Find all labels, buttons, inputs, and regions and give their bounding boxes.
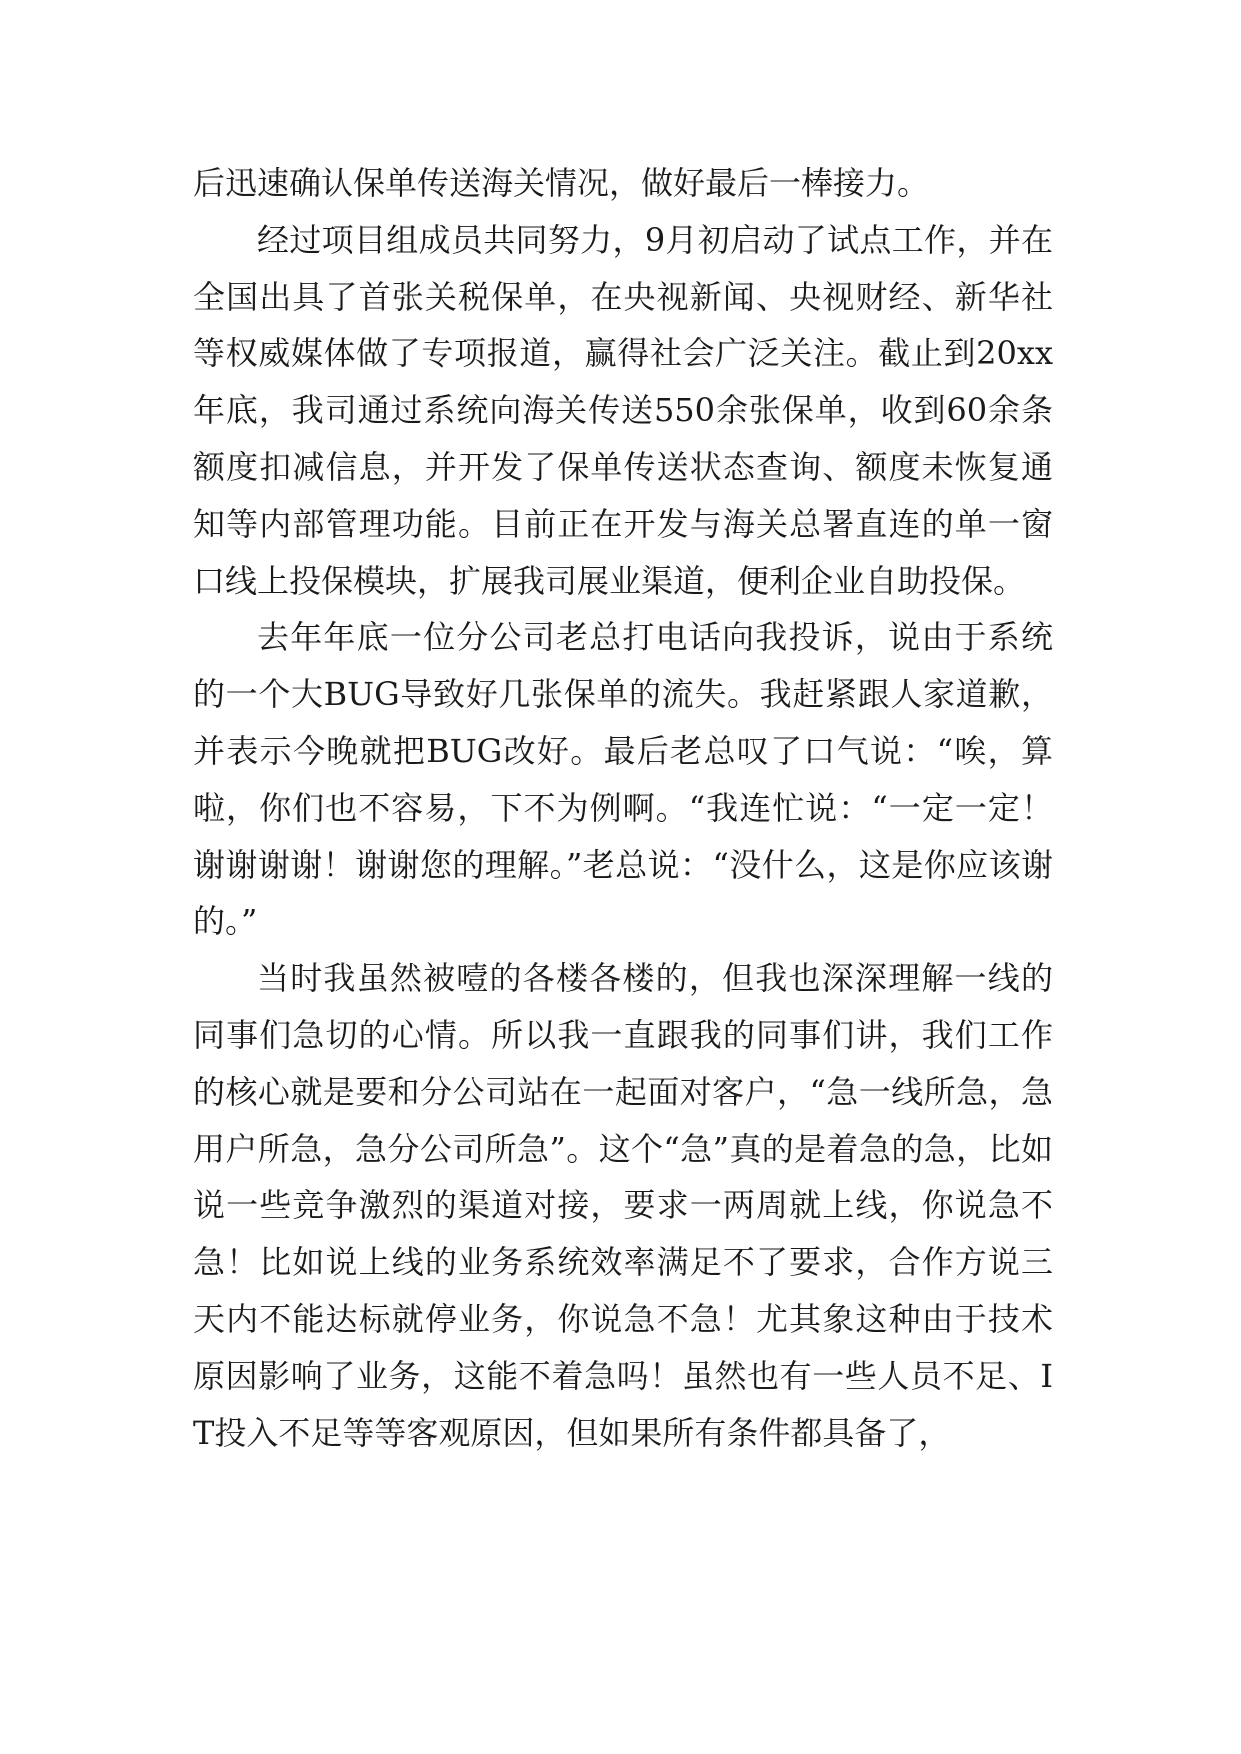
document-body — [193, 155, 1053, 1461]
paragraph-complaint-story: 去年年底一位分公司老总打电话向我投诉，说由于系统的一个大BUG导致好几张保单的流失。我赶紧跟人家道歉，并表示今晚就把BUG改好。最后老总叹了口气说：“唉，算啦，你们也不容易，下不为例啊。“我连忙说：“一定一定！谢谢谢谢！谢谢您的理解。”老总说：“没什么，这是你应该谢的。” — [193, 618, 1053, 941]
paragraph-project-progress: 经过项目组成员共同努力，9月初启动了试点工作，并在全国出具了首张关税保单，在央视新闻、央视财经、新华社等权威媒体做了专项报道，赢得社会广泛关注。截止到20xx年底，我司通过系统向海关传送550余张保单，收到60余条额度扣减信息，并开发了保单传送状态查询、额度未恢复通知等内部管理功能。目前正在开发与海关总署直连的单一窗口线上投保模块，扩展我司展业渠道，便利企业自助投保。 — [193, 220, 1053, 600]
paragraph-continuation: 后迅速确认保单传送海关情况，做好最后一棒接力。 — [193, 164, 930, 202]
paragraph-urgency: 当时我虽然被噎的各楼各楼的，但我也深深理解一线的同事们急切的心情。所以我一直跟我的同事们讲，我们工作的核心就是要和分公司站在一起面对客户，“急一线所急，急用户所急，急分公司所急”。这个“急”真的是着急的急，比如说一些竞争激烈的渠道对接，要求一两周就上线，你说急不急！比如说上线的业务系统效率满足不了要求，合作方说三天内不能达标就停业务，你说急不急！尤其象这种由于技术原因影响了业务，这能不着急吗！虽然也有一些人员不足、IT投入不足等等客观原因，但如果所有条件都具备了， — [193, 959, 1053, 1452]
